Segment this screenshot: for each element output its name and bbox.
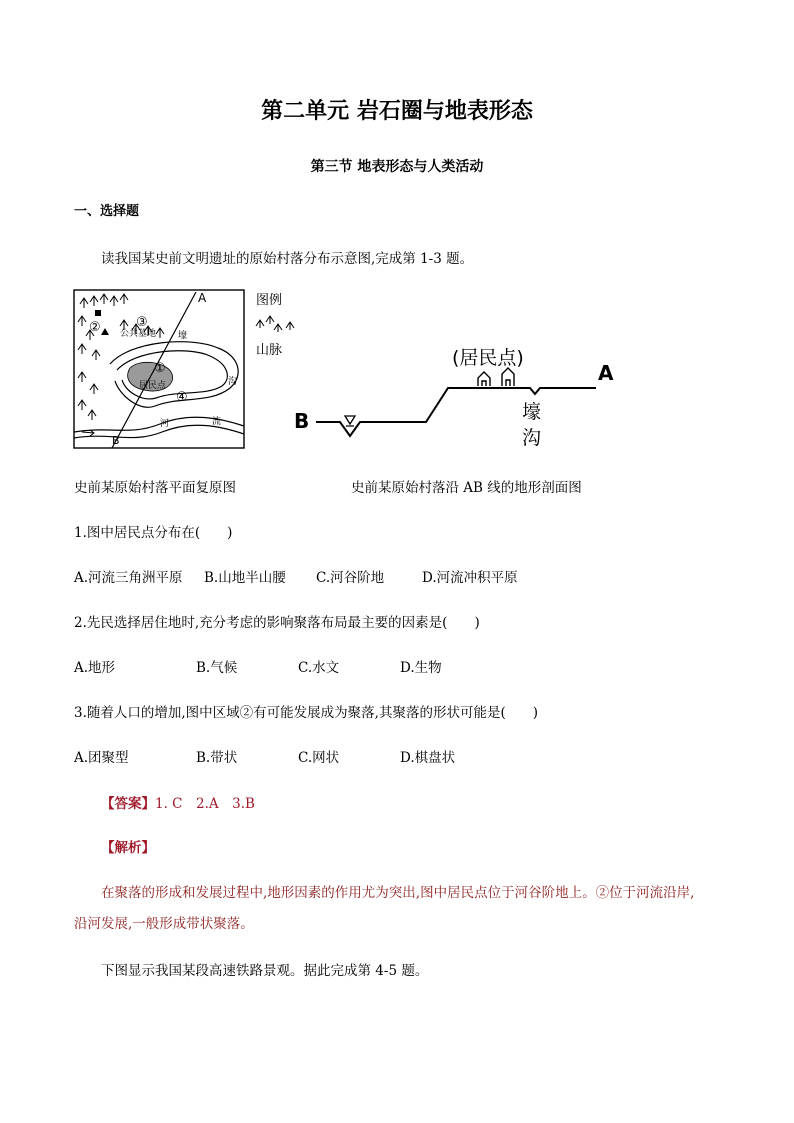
profile-trench-2: 沟 [522, 427, 542, 449]
q1-option-a: A.河流三角洲平原 [74, 570, 183, 586]
question-3: 3.随着人口的增加,图中区域②有可能发展成为聚落,其聚落的形状可能是( ) [74, 705, 538, 721]
part-heading: 一、选择题 [74, 204, 140, 219]
plan-label-b: B [112, 434, 120, 447]
plan-river-2: 流 [212, 417, 222, 427]
unit-title: 第二单元 岩石圈与地表形态 [261, 98, 533, 124]
q2-option-c: C.水文 [298, 660, 340, 676]
terrain-profile-figure [290, 340, 630, 452]
plan-trench-2: 沟 [228, 377, 238, 387]
plan-mark-1: ① [154, 361, 166, 376]
legend-mountain-icon [256, 316, 294, 332]
q3-option-c: C.网状 [298, 750, 340, 766]
profile-label-a: A [598, 361, 614, 385]
profile-line [316, 388, 596, 436]
house-icon [478, 368, 514, 386]
legend-title: 图例 [256, 293, 283, 308]
q3-option-b: B.带状 [196, 750, 238, 766]
answer-line [101, 792, 255, 812]
answer-tag: 【答案】 [101, 796, 155, 812]
intro-text-1: 读我国某史前文明遗址的原始村落分布示意图,完成第 1-3 题。 [101, 251, 474, 267]
river-bank-2 [74, 425, 244, 438]
plan-cemetery: 公共墓地 [120, 329, 157, 339]
q2-option-a: A.地形 [74, 660, 116, 676]
q1-option-c: C.河谷阶地 [316, 570, 385, 586]
plan-residence: 居民点 [139, 381, 167, 391]
q3-option-a: A.团聚型 [74, 750, 129, 766]
q3-option-d: D.棋盘状 [400, 750, 456, 766]
profile-label-b: B [294, 409, 310, 433]
caption-right: 史前某原始村落沿 AB 线的地形剖面图 [351, 480, 582, 496]
plan-mark-4: ④ [176, 390, 188, 405]
water-symbol [345, 416, 355, 426]
legend-mountain: 山脉 [256, 343, 283, 358]
q1-option-b: B.山地半山腰 [204, 570, 286, 586]
q2-option-d: D.生物 [400, 660, 442, 676]
answer-text: 1. C 2.A 3.B [155, 796, 255, 812]
village-plan-figure [60, 286, 300, 456]
analysis-line-1: 在聚落的形成和发展过程中,地形因素的作用尤为突出,图中居民点位于河谷阶地上。②位于河流沿岸, [101, 885, 695, 901]
q1-option-d: D.河流冲积平原 [422, 570, 518, 586]
profile-trench-1: 壕 [522, 401, 542, 423]
q2-option-b: B.气候 [196, 660, 238, 676]
mountain-symbols [78, 294, 164, 420]
plan-label-a: A [198, 291, 207, 305]
analysis-line-2: 沿河发展,一般形成带状聚落。 [74, 916, 254, 932]
building-symbol [95, 310, 101, 316]
plan-mark-2: ② [89, 320, 101, 335]
analysis-tag: 【解析】 [101, 840, 155, 856]
plan-trench-1: 壕 [178, 331, 188, 341]
question-1: 1.图中居民点分布在( ) [74, 525, 233, 541]
profile-residence-label: (居民点) [452, 347, 524, 369]
question-2: 2.先民选择居住地时,充分考虑的影响聚落布局最主要的因素是( ) [74, 615, 480, 631]
section-title: 第三节 地表形态与人类活动 [310, 159, 484, 175]
caption-left: 史前某原始村落平面复原图 [74, 480, 236, 496]
intro-text-2: 下图显示我国某段高速铁路景观。据此完成第 4-5 题。 [101, 963, 429, 979]
plan-river-1: 河 [160, 419, 170, 429]
peak-symbol [101, 328, 109, 335]
plan-mark-3: ③ [136, 315, 148, 330]
